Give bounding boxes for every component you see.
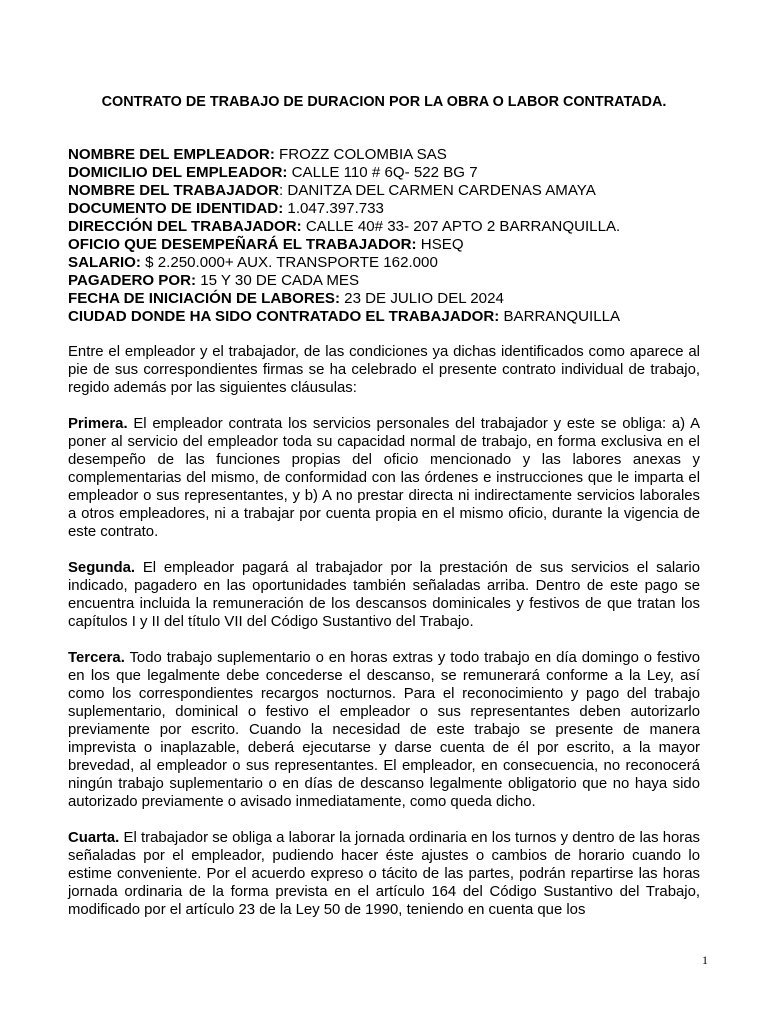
- field-label: SALARIO:: [68, 254, 141, 271]
- field-label: DOCUMENTO DE IDENTIDAD:: [68, 200, 284, 217]
- field-value: 23 DE JULIO DEL 2024: [339, 290, 504, 307]
- clause-label: Segunda.: [68, 560, 136, 576]
- clause-cuarta: [68, 829, 700, 919]
- field-value: BARRANQUILLA: [499, 308, 621, 325]
- field-payment-schedule: [68, 272, 708, 290]
- contract-fields: [68, 146, 708, 326]
- field-value: : DANITZA DEL CARMEN CARDENAS AMAYA: [279, 182, 596, 199]
- clause-segunda: [68, 559, 700, 631]
- field-value: CALLE 40# 33- 207 APTO 2 BARRANQUILLA.: [301, 218, 621, 235]
- field-value: 15 Y 30 DE CADA MES: [196, 272, 360, 289]
- field-hiring-city: [68, 308, 708, 326]
- field-salary: [68, 254, 708, 272]
- clause-label: Tercera.: [68, 650, 125, 666]
- field-label: DOMICILIO DEL EMPLEADOR:: [68, 164, 288, 181]
- clause-label: Cuarta.: [68, 830, 120, 846]
- field-employer-address: [68, 164, 708, 182]
- clause-text: Todo trabajo suplementario o en horas extras y todo trabajo en día domingo o festivo en los que legalmente debe concederse el descanso, se remunerará conforme a la Ley, así como los correspondientes recargos nocturnos. Para el reconocimiento y pago del trabajo suplementario, dominical o festivo el empleador o sus representantes deben autorizarlo previamente por escrito. Cuando la necesidad de este trabajo se presente de manera imprevista o inaplazable, deberá ejecutarse y darse cuenta de él por escrito, a la mayor brevedad, al empleador o sus representantes. El empleador, en consecuencia, no reconocerá ningún trabajo suplementario o en días de descanso legalmente obligatorio que no haya sido autorizado previamente o avisado inmediatamente, como queda dicho.: [68, 650, 700, 810]
- field-label: FECHA DE INICIACIÓN DE LABORES:: [68, 290, 340, 307]
- field-value: HSEQ: [416, 236, 464, 253]
- intro-paragraph: Entre el empleador y el trabajador, de las condiciones ya dichas identificados como aparece al pie de sus correspondientes firmas se ha celebrado el presente contrato individual de trabajo, regido además por las siguientes cláusulas:: [68, 344, 700, 396]
- clause-text: El trabajador se obliga a laborar la jornada ordinaria en los turnos y dentro de las horas señaladas por el empleador, pudiendo hacer éste ajustes o cambios de horario cuando lo estime conveniente. Por el acuerdo expreso o tácito de las partes, podrán repartirse las horas jornada ordinaria de la forma prevista en el artículo 164 del Código Sustantivo del Trabajo, modificado por el artículo 23 de la Ley 50 de 1990, teniendo en cuenta que los: [68, 830, 700, 918]
- field-worker-address: [68, 218, 708, 236]
- field-employer-name: [68, 146, 708, 164]
- field-label: CIUDAD DONDE HA SIDO CONTRATADO EL TRABAJADOR:: [68, 308, 500, 325]
- clause-primera: [68, 415, 700, 541]
- clause-tercera: [68, 649, 700, 811]
- field-worker-name: [68, 182, 708, 200]
- field-value: 1.047.397.733: [283, 200, 384, 217]
- page-number: 1: [702, 953, 708, 967]
- field-value: $ 2.250.000+ AUX. TRANSPORTE 162.000: [140, 254, 438, 271]
- document-title: CONTRATO DE TRABAJO DE DURACION POR LA OBRA O LABOR CONTRATADA.: [101, 94, 667, 110]
- field-label: NOMBRE DEL TRABAJADOR: [68, 182, 280, 199]
- field-label: OFICIO QUE DESEMPEÑARÁ EL TRABAJADOR:: [68, 236, 417, 253]
- clause-text: El empleador pagará al trabajador por la prestación de sus servicios el salario indicado, pagadero en las oportunidades también señaladas arriba. Dentro de este pago se encuentra incluida la remuneración de los descansos dominicales y festivos de que tratan los capítulos I y II del título VII del Código Sustantivo del Trabajo.: [68, 560, 700, 630]
- field-label: DIRECCIÓN DEL TRABAJADOR:: [68, 218, 302, 235]
- field-label: NOMBRE DEL EMPLEADOR:: [68, 146, 275, 163]
- field-id-document: [68, 200, 708, 218]
- field-start-date: [68, 290, 708, 308]
- clause-label: Primera.: [68, 416, 128, 432]
- clause-text: El empleador contrata los servicios personales del trabajador y este se obliga: a) A poner al servicio del empleador toda su capacidad normal de trabajo, en forma exclusiva en el desempeño de las funciones propias del oficio mencionado y las labores anexas y complementarias del mismo, de conformidad con las órdenes e instrucciones que le imparta el empleador o sus representantes, y b) A no prestar directa ni indirectamente servicios laborales a otros empleadores, ni a trabajar por cuenta propia en el mismo oficio, durante la vigencia de este contrato.: [68, 416, 700, 540]
- field-value: CALLE 110 # 6Q- 522 BG 7: [287, 164, 478, 181]
- field-value: FROZZ COLOMBIA SAS: [274, 146, 447, 163]
- field-occupation: [68, 236, 708, 254]
- contract-body: [68, 343, 700, 937]
- field-label: PAGADERO POR:: [68, 272, 197, 289]
